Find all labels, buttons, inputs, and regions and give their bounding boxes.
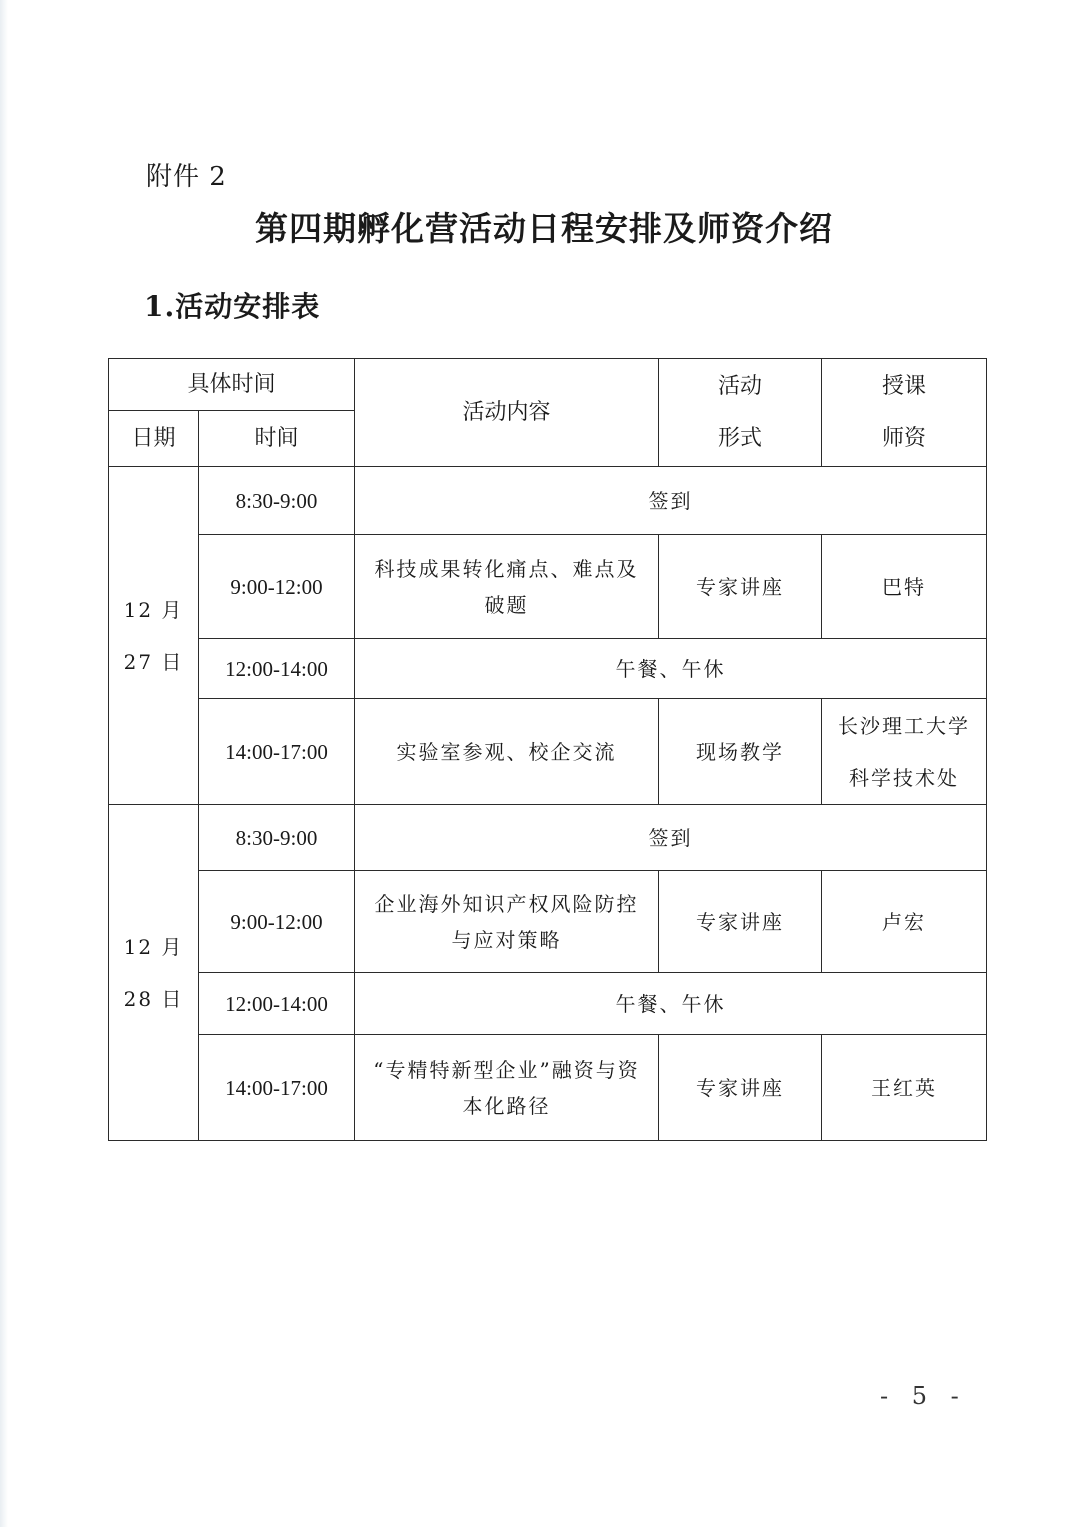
content-cell: 午餐、午休 bbox=[355, 639, 987, 699]
date-day: 27 日 bbox=[123, 649, 184, 674]
content-cell: 签到 bbox=[355, 467, 987, 535]
header-format bbox=[659, 359, 822, 467]
header-content: 活动内容 bbox=[355, 359, 659, 467]
table-row bbox=[109, 639, 987, 699]
table-row bbox=[109, 871, 987, 973]
table-row bbox=[109, 467, 987, 535]
table-row bbox=[109, 699, 987, 805]
date-month: 12 月 bbox=[123, 597, 184, 622]
header-teacher bbox=[822, 359, 987, 467]
teacher-cell: 巴特 bbox=[822, 535, 987, 639]
format-cell: 专家讲座 bbox=[659, 1035, 822, 1141]
format-cell: 专家讲座 bbox=[659, 535, 822, 639]
content-cell: “专精特新型企业”融资与资本化路径 bbox=[355, 1035, 659, 1141]
header-date: 日期 bbox=[109, 411, 199, 467]
time-cell: 12:00-14:00 bbox=[199, 639, 355, 699]
date-cell bbox=[109, 805, 199, 1141]
section-heading: 1.活动安排表 bbox=[144, 290, 321, 323]
content-cell: 午餐、午休 bbox=[355, 973, 987, 1035]
time-cell: 14:00-17:00 bbox=[199, 1035, 355, 1141]
attachment-label: 附件 2 bbox=[146, 162, 227, 192]
table-row bbox=[109, 1035, 987, 1141]
date-cell bbox=[109, 467, 199, 805]
content-cell: 签到 bbox=[355, 805, 987, 871]
page-number: - 5 - bbox=[880, 1382, 967, 1410]
header-teacher-line2: 师资 bbox=[882, 425, 927, 451]
format-cell: 现场教学 bbox=[659, 699, 822, 805]
header-row-1 bbox=[109, 359, 987, 411]
table-row bbox=[109, 805, 987, 871]
time-cell: 8:30-9:00 bbox=[199, 805, 355, 871]
table-row bbox=[109, 973, 987, 1035]
content-cell: 科技成果转化痛点、难点及破题 bbox=[355, 535, 659, 639]
content-cell: 实验室参观、校企交流 bbox=[355, 699, 659, 805]
time-cell: 9:00-12:00 bbox=[199, 871, 355, 973]
header-format-line1: 活动 bbox=[718, 373, 763, 399]
document-title: 第四期孵化营活动日程安排及师资介绍 bbox=[255, 209, 833, 248]
header-time: 时间 bbox=[199, 411, 355, 467]
teacher-cell: 卢宏 bbox=[822, 871, 987, 973]
header-format-line2: 形式 bbox=[718, 425, 763, 451]
time-cell: 12:00-14:00 bbox=[199, 973, 355, 1035]
teacher-line2: 科学技术处 bbox=[849, 765, 960, 790]
time-cell: 9:00-12:00 bbox=[199, 535, 355, 639]
date-month: 12 月 bbox=[123, 934, 184, 959]
content-cell: 企业海外知识产权风险防控与应对策略 bbox=[355, 871, 659, 973]
time-cell: 8:30-9:00 bbox=[199, 467, 355, 535]
teacher-cell bbox=[822, 699, 987, 805]
time-cell: 14:00-17:00 bbox=[199, 699, 355, 805]
header-teacher-line1: 授课 bbox=[882, 373, 927, 399]
header-specific-time: 具体时间 bbox=[109, 359, 355, 411]
teacher-cell: 王红英 bbox=[822, 1035, 987, 1141]
teacher-line1: 长沙理工大学 bbox=[838, 713, 971, 738]
date-day: 28 日 bbox=[123, 986, 184, 1011]
format-cell: 专家讲座 bbox=[659, 871, 822, 973]
table-row bbox=[109, 535, 987, 639]
schedule-table bbox=[108, 358, 987, 1141]
